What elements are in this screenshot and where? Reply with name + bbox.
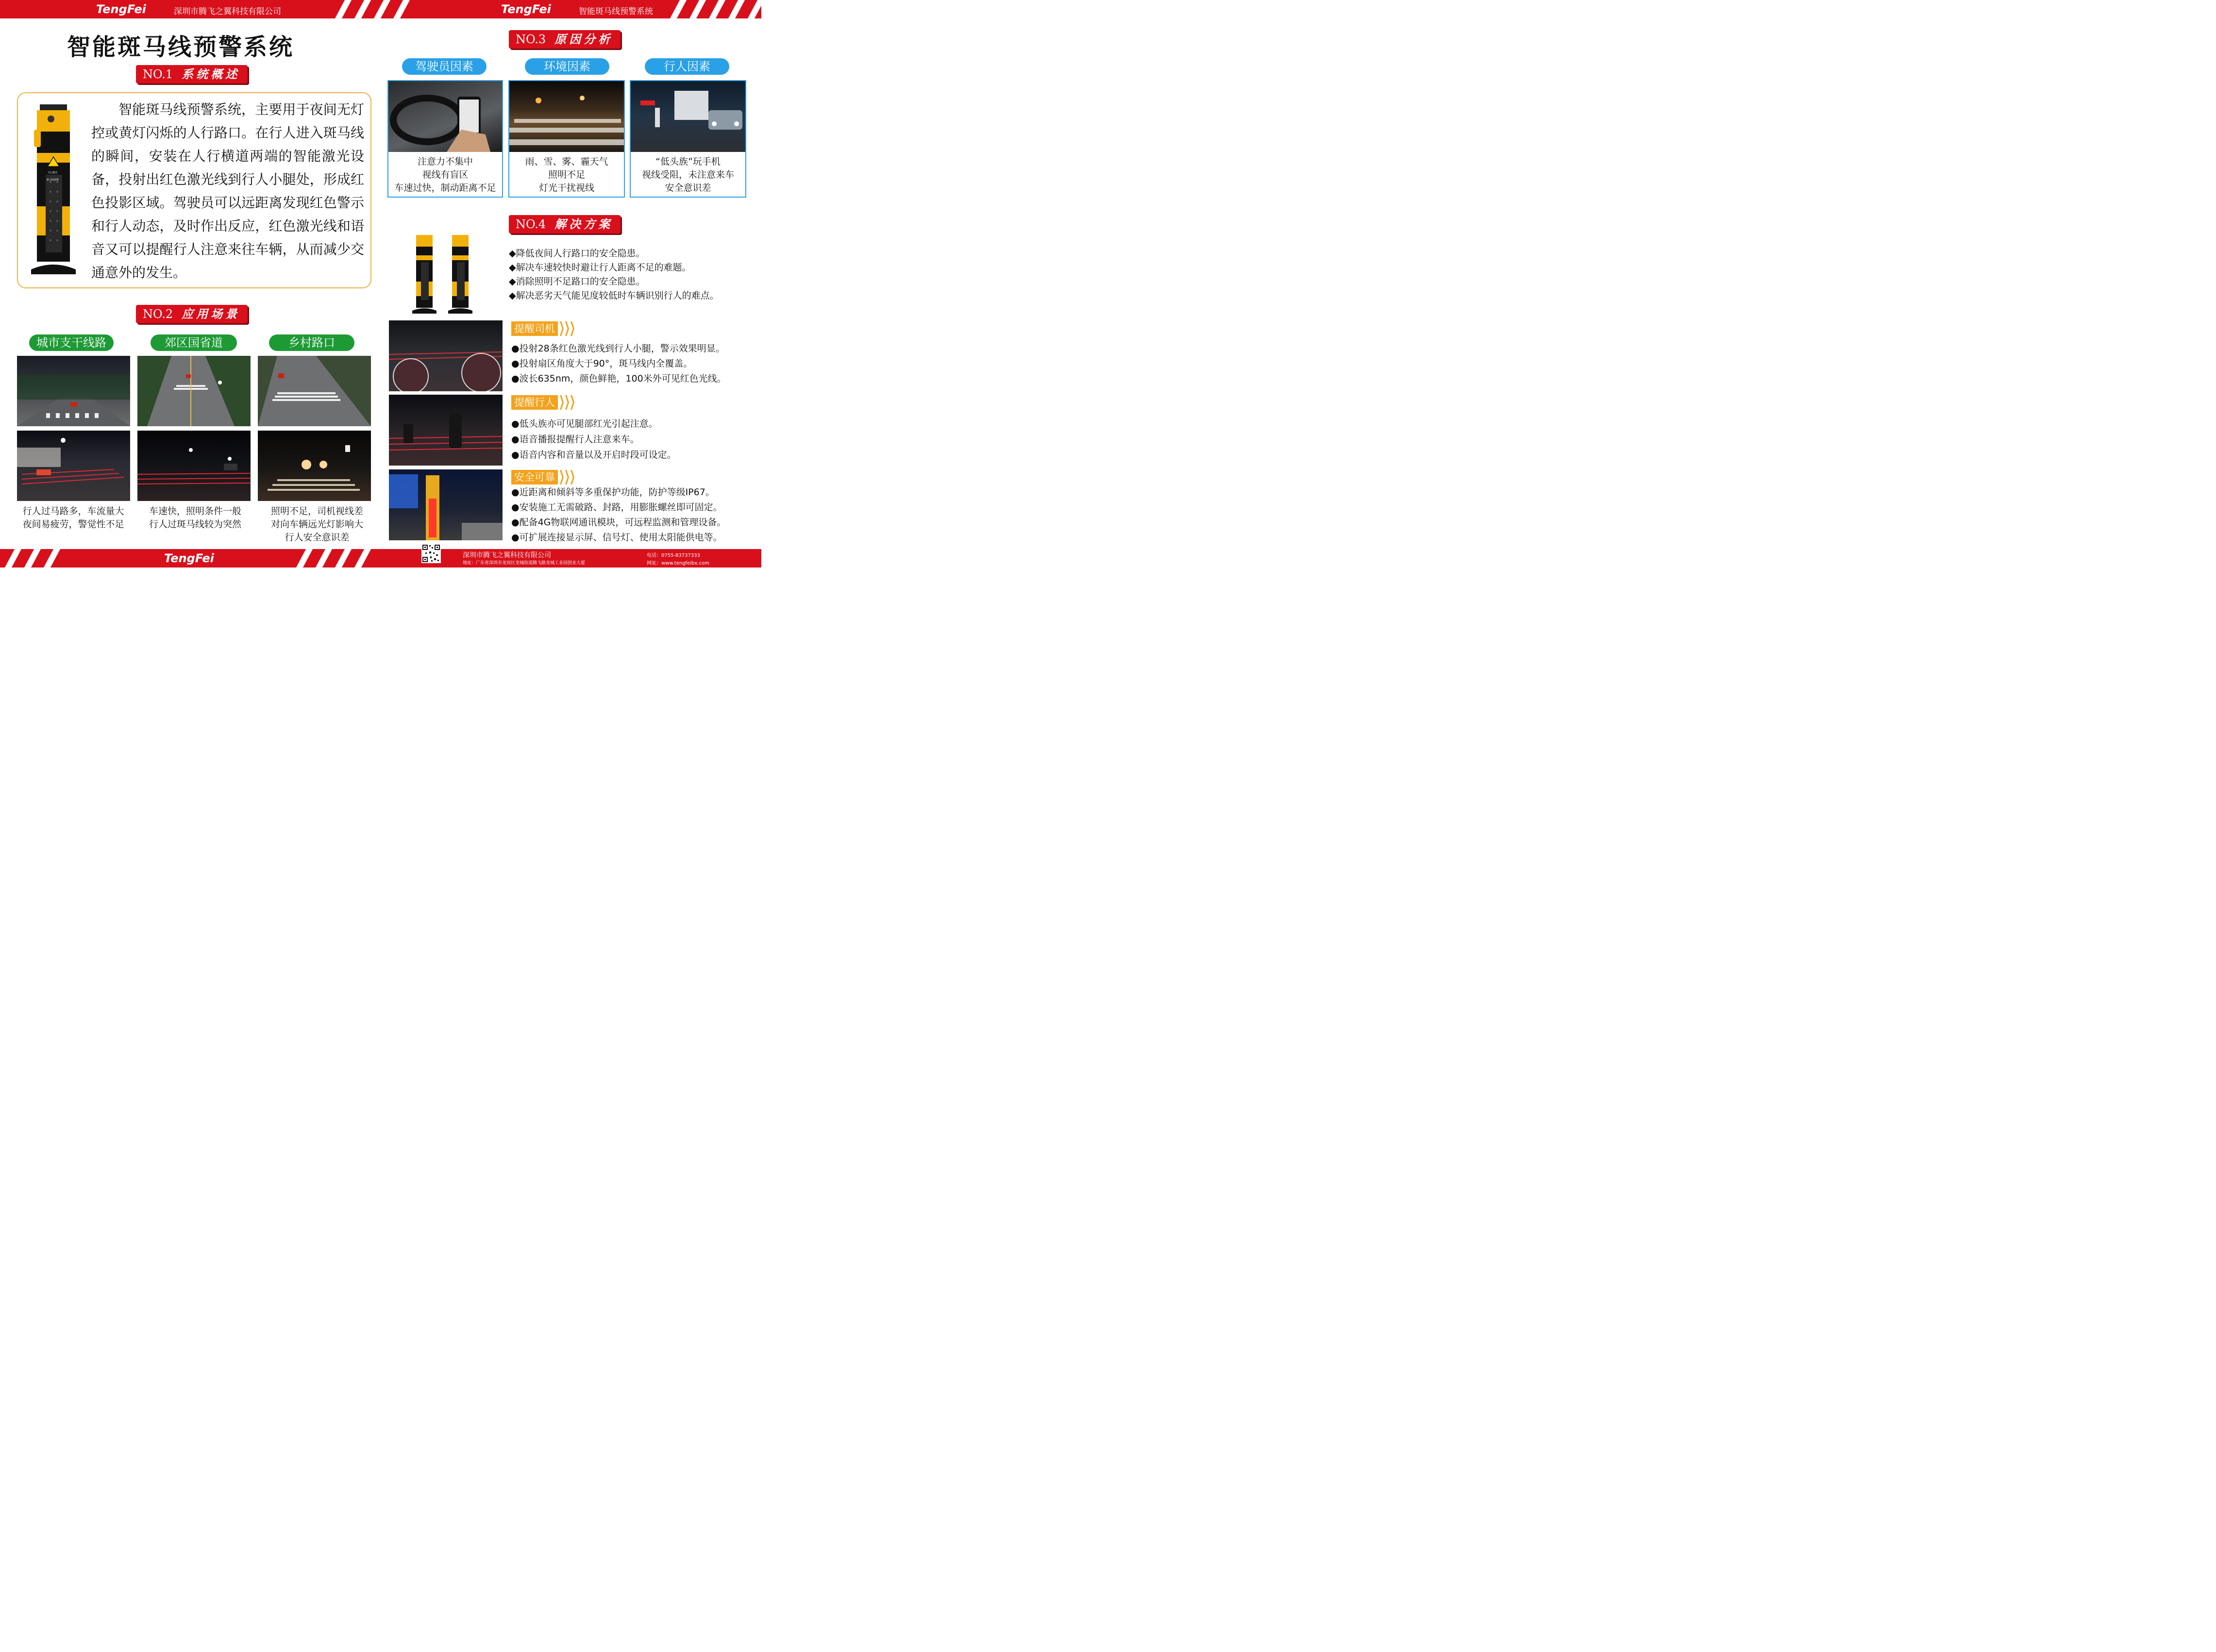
feature-point: ●投射扇区角度大于90°，斑马线内全覆盖。 [511, 358, 693, 369]
feature-pedestrian-image [389, 395, 503, 466]
feature-safety-points [511, 485, 726, 545]
feature-label-safety: 安全可靠 [511, 470, 558, 484]
section3-no: NO.3 [516, 33, 546, 46]
device-illustration [29, 104, 78, 277]
solution-point: ◆解决恶劣天气能见度较低时车辆识别行人的难点。 [509, 290, 719, 301]
section2-title: 应用场景 [182, 307, 240, 321]
factor-driver-text [387, 155, 503, 195]
factor-pedestrian-image [631, 81, 745, 152]
scene-rural-day-image [258, 356, 371, 426]
feature-pedestrian-points [511, 416, 676, 463]
scene-urban-caption [15, 505, 132, 531]
feature-point: ●可扩展连接显示屏、信号灯、使用太阳能供电等。 [511, 532, 722, 543]
scene-suburban-day-image [137, 356, 251, 426]
section4-title: 解决方案 [554, 217, 613, 231]
factor-pedestrian-text [630, 155, 746, 195]
section4-badge [509, 215, 621, 234]
solution-points [509, 247, 719, 303]
scene-label-suburban: 郊区国省道 [151, 334, 237, 351]
section3-title: 原因分析 [554, 32, 613, 46]
scene-label-urban: 城市支干线路 [29, 334, 114, 351]
section3-badge [509, 30, 621, 49]
feature-point: ●近距离和倾斜等多重保护功能，防护等级IP67。 [511, 487, 715, 498]
factor-driver-image [388, 81, 502, 152]
factor-line: 灯光干扰视线 [538, 183, 594, 193]
feature-safety-image [389, 469, 503, 540]
solution-point: ◆解决车速较快时避让行人距离不足的难题。 [509, 262, 691, 273]
factor-label-driver: 驾驶员因素 [402, 58, 487, 75]
header-logo-left: TengFei [96, 2, 146, 16]
feature-point: ●低头族亦可见腿部红光引起注意。 [511, 418, 658, 429]
header-logo-right: TengFei [501, 2, 551, 16]
device-label-2: 斑马线预警 [47, 179, 59, 182]
section4-no: NO.4 [516, 217, 546, 231]
device-label-1: 当心激光 [48, 171, 58, 174]
scene-rural-night-image [258, 431, 371, 501]
caption-line: 行人过斑马线较为突然 [149, 519, 241, 530]
section2-no: NO.2 [143, 307, 173, 321]
header-bar [0, 0, 761, 18]
overview-text: 智能斑马线预警系统，主要用于夜间无灯控或黄灯闪烁的人行路口。在行人进入斑马线的瞬间，安装在人行横道两端的智能激光设备，投射出红色激光线到行人小腿处，形成红色投影区域。驾驶员可以远距离发现红色警示和行人动态，及时作出反应，红色激光线和语音又可以提醒行人注意来往车辆，从而减少交通意外的发生。 [91, 101, 364, 281]
caption-line: 夜间易疲劳，警觉性不足 [22, 519, 124, 530]
feature-point: ●投射28条红色激光线到行人小腿，警示效果明显。 [511, 343, 725, 354]
section1-badge [136, 65, 248, 83]
caption-line: 行人过马路多，车流量大 [22, 506, 124, 517]
factor-line: 注意力不集中 [417, 156, 473, 167]
feature-arrows-safety [560, 470, 576, 484]
caption-line: 行人安全意识差 [285, 532, 350, 543]
feature-label-pedestrian: 提醒行人 [511, 395, 558, 410]
footer-company: 深圳市腾飞之翼科技有限公司 [463, 551, 551, 559]
scene-urban-day-image [17, 356, 130, 426]
factor-label-environment: 环境因素 [525, 58, 609, 75]
section1-title: 系统概述 [182, 67, 240, 81]
feature-point: ●安装施工无需破路、封路，用膨胀螺丝即可固定。 [511, 502, 722, 513]
scene-label-rural: 乡村路口 [269, 334, 354, 351]
factor-line: “低头族”玩手机 [655, 156, 721, 167]
feature-label-driver: 提醒司机 [511, 321, 558, 336]
section2-badge [136, 305, 248, 323]
footer-bar [0, 549, 761, 567]
caption-line: 对向车辆远光灯影响大 [270, 519, 363, 530]
footer-address: 地址：广东省深圳市龙岗区龙城街道腾飞路龙城工业园创业大厦 [463, 561, 586, 566]
scene-suburban-night-image [137, 431, 251, 501]
factor-line: 雨、雪、雾、霾天气 [525, 156, 608, 167]
feature-point: ●波长635nm，颜色鲜艳，100米外可见红色光线。 [511, 373, 726, 384]
factor-label-pedestrian: 行人因素 [645, 58, 729, 75]
scene-suburban-caption [136, 505, 254, 531]
feature-arrows-pedestrian [560, 395, 576, 410]
header-system-title: 智能斑马线预警系统 [579, 7, 653, 17]
factor-line: 视线有盲区 [422, 169, 469, 180]
feature-point: ●配备4G物联网通讯模块，可远程监测和管理设备。 [511, 517, 726, 528]
factor-line: 车速过快，制动距离不足 [394, 183, 496, 193]
footer-logo: TengFei [164, 551, 214, 565]
factor-environment-image [509, 81, 624, 152]
caption-line: 照明不足，司机视线差 [270, 506, 363, 517]
factor-line: 视线受阻，未注意来车 [641, 169, 734, 180]
footer-phone: 电话：0755-83737333 [647, 553, 700, 558]
solution-point: ◆降低夜间人行路口的安全隐患。 [509, 248, 645, 259]
feature-driver-image [389, 320, 503, 391]
feature-point: ●语音内容和音量以及开启时段可设定。 [511, 450, 676, 460]
factor-environment-text [508, 155, 625, 195]
feature-driver-points [511, 341, 726, 386]
factor-line: 照明不足 [548, 169, 585, 180]
header-company: 深圳市腾飞之翼科技有限公司 [174, 7, 281, 17]
device-pair-illustration [410, 233, 473, 315]
scene-rural-caption [258, 505, 376, 544]
feature-point: ●语音播报提醒行人注意来车。 [511, 434, 639, 445]
feature-arrows-driver [560, 321, 576, 336]
qr-code-icon [421, 544, 441, 563]
caption-line: 车速快，照明条件一般 [149, 506, 241, 517]
page-title: 智能斑马线预警系统 [67, 33, 295, 61]
footer-website: 网址：www.tengfeibx.com [647, 561, 709, 566]
scene-urban-night-image [17, 431, 130, 501]
section1-no: NO.1 [143, 67, 173, 81]
factor-line: 安全意识差 [665, 183, 711, 193]
solution-point: ◆消除照明不足路口的安全隐患。 [509, 276, 645, 287]
